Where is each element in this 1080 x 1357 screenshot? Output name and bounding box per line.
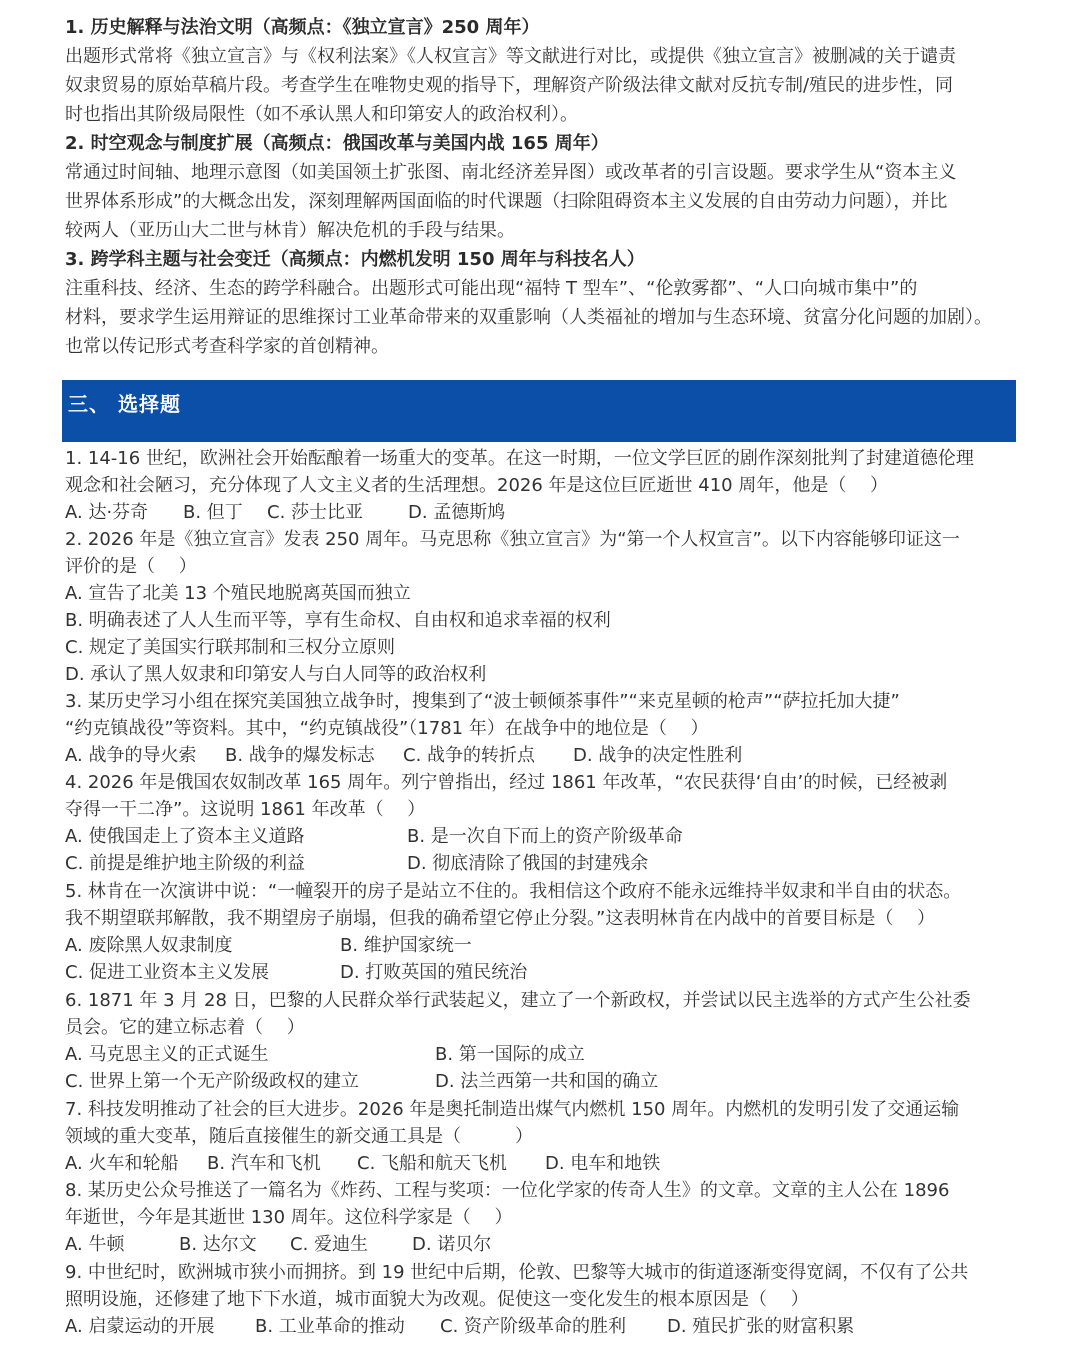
option-a: A. 废除黑人奴隶制度: [65, 935, 233, 956]
question-4-options-row1: [65, 823, 965, 850]
section-banner: [62, 380, 1016, 442]
question-4-stem: 夺得一干二净”。这说明 1861 年改革（ ）: [65, 799, 426, 820]
intro-text-line: 世界体系形成”的大概念出发，深刻理解两国面临的时代课题（扫除阻碍资本主义发展的自由劳动力问题），并比: [65, 191, 948, 212]
question-1-options: [65, 499, 665, 526]
option-b: B. 汽车和飞机: [207, 1153, 321, 1174]
intro-heading-3: 3. 跨学科主题与社会变迁（高频点：内燃机发明 150 周年与科技名人）: [65, 249, 645, 270]
question-2-stem: 评价的是（ ）: [65, 556, 197, 577]
option-d: D. 孟德斯鸠: [408, 502, 506, 523]
option-b: B. 明确表述了人人生而平等，享有生命权、自由权和追求幸福的权利: [65, 610, 611, 631]
option-d: D. 打败英国的殖民统治: [340, 962, 528, 983]
option-a: A. 火车和轮船: [65, 1153, 179, 1174]
intro-text-line: 较两人（亚历山大二世与林肯）解决危机的手段与结果。: [65, 220, 515, 241]
option-c: C. 资产阶级革命的胜利: [440, 1316, 627, 1337]
question-3-options: [65, 742, 965, 769]
intro-text-line: 注重科技、经济、生态的跨学科融合。出题形式可能出现“福特 T 型车”、“伦敦雾都”、“人口向城市集中”的: [65, 278, 918, 299]
option-c: C. 世界上第一个无产阶级政权的建立: [65, 1071, 360, 1092]
intro-heading-2: 2. 时空观念与制度扩展（高频点：俄国改革与美国内战 165 周年）: [65, 133, 609, 154]
question-5-options-row2: [65, 959, 965, 986]
question-5-options-row1: [65, 932, 965, 959]
question-6-stem: 员会。它的建立标志着（ ）: [65, 1017, 305, 1038]
intro-text-line: 奴隶贸易的原始草稿片段。考查学生在唯物史观的指导下，理解资产阶级法律文献对反抗专制/殖民的进步性，同: [65, 75, 954, 96]
option-d: D. 承认了黑人奴隶和印第安人与白人同等的政治权利: [65, 664, 487, 685]
question-1-stem: 观念和社会陋习，充分体现了人文主义者的生活理想。2026 年是这位巨匠逝世 410 周年，他是（ ）: [65, 475, 889, 496]
option-b: B. 战争的爆发标志: [225, 745, 375, 766]
intro-text-line: 时也指出其阶级局限性（如不承认黑人和印第安人的政治权利）。: [65, 104, 578, 125]
intro-text-line: 材料，要求学生运用辩证的思维探讨工业革命带来的双重影响（人类福祉的增加与生态环境、贫富分化问题的加剧）。: [65, 307, 992, 328]
question-9-stem: 照明设施，还修建了地下下水道，城市面貌大为改观。促使这一变化发生的根本原因是（ ）: [65, 1289, 809, 1310]
question-6-options-row2: [65, 1068, 965, 1095]
option-a: A. 宣告了北美 13 个殖民地脱离英国而独立: [65, 583, 411, 604]
question-7-options: [65, 1150, 965, 1177]
option-d: D. 彻底清除了俄国的封建残余: [407, 853, 649, 874]
option-b: B. 第一国际的成立: [435, 1044, 585, 1065]
option-d: D. 法兰西第一共和国的确立: [435, 1071, 659, 1092]
question-6-stem: 6. 1871 年 3 月 28 日，巴黎的人民群众举行武装起义，建立了一个新政权，并尝试以民主选举的方式产生公社委: [65, 990, 971, 1011]
question-7-stem: 7. 科技发明推动了社会的巨大进步。2026 年是奥托制造出煤气内燃机 150 周年。内燃机的发明引发了交通运输: [65, 1099, 960, 1120]
question-4-stem: 4. 2026 年是俄国农奴制改革 165 周年。列宁曾指出，经过 1861 年改革，“农民获得‘自由’的时候，已经被剥: [65, 772, 948, 793]
question-2-stem: 2. 2026 年是《独立宣言》发表 250 周年。马克思称《独立宣言》为“第一个人权宣言”。以下内容能够印证这一: [65, 529, 960, 550]
option-b: B. 是一次自下而上的资产阶级革命: [407, 826, 683, 847]
option-c: C. 促进工业资本主义发展: [65, 962, 270, 983]
option-b: B. 达尔文: [179, 1234, 257, 1255]
intro-heading-1: 1. 历史解释与法治文明（高频点：《独立宣言》250 周年）: [65, 17, 540, 38]
question-3-stem: “约克镇战役”等资料。其中，“约克镇战役”（1781 年）在战争中的地位是（ ）: [65, 718, 709, 739]
option-c: C. 爱迪生: [290, 1234, 369, 1255]
question-3-stem: 3. 某历史学习小组在探究美国独立战争时，搜集到了“波士顿倾茶事件”“来克星顿的枪声”“萨拉托加大捷”: [65, 691, 900, 712]
intro-text-line: 常通过时间轴、地理示意图（如美国领土扩张图、南北经济差异图）或改革者的引言设题。要求学生从“资本主义: [65, 162, 957, 183]
intro-text-line: 出题形式常将《独立宣言》与《权利法案》《人权宣言》等文献进行对比，或提供《独立宣言》被删减的关于谴责: [65, 46, 956, 67]
question-9-stem: 9. 中世纪时，欧洲城市狭小而拥挤。到 19 世纪中后期，伦敦、巴黎等大城市的街道逐渐变得宽阔，不仅有了公共: [65, 1262, 969, 1283]
option-a: A. 启蒙运动的开展: [65, 1316, 215, 1337]
intro-text-line: 也常以传记形式考查科学家的首创精神。: [65, 336, 389, 357]
option-d: D. 战争的决定性胜利: [573, 745, 743, 766]
option-b: B. 维护国家统一: [340, 935, 472, 956]
option-d: D. 诺贝尔: [412, 1234, 492, 1255]
question-5-stem: 5. 林肯在一次演讲中说：“一幢裂开的房子是站立不住的。我相信这个政府不能永远维持半奴隶和半自由的状态。: [65, 881, 962, 902]
option-a: A. 达·芬奇: [65, 502, 149, 523]
option-d: D. 殖民扩张的财富积累: [667, 1316, 855, 1337]
option-a: A. 战争的导火索: [65, 745, 197, 766]
question-6-options-row1: [65, 1041, 965, 1068]
option-b: B. 但丁: [183, 502, 243, 523]
question-9-options: [65, 1313, 965, 1340]
question-8-stem: 年逝世，今年是其逝世 130 周年。这位科学家是（ ）: [65, 1207, 513, 1228]
option-c: C. 前提是维护地主阶级的利益: [65, 853, 306, 874]
option-c: C. 莎士比亚: [267, 502, 364, 523]
option-c: C. 战争的转折点: [403, 745, 536, 766]
option-c: C. 规定了美国实行联邦制和三权分立原则: [65, 637, 396, 658]
section-title: 三、 选择题: [68, 392, 181, 416]
option-a: A. 牛顿: [65, 1234, 125, 1255]
question-7-stem: 领域的重大变革，随后直接催生的新交通工具是（ ）: [65, 1126, 533, 1147]
question-8-stem: 8. 某历史公众号推送了一篇名为《炸药、工程与奖项：一位化学家的传奇人生》的文章。文章的主人公在 1896: [65, 1180, 950, 1201]
option-a: A. 马克思主义的正式诞生: [65, 1044, 269, 1065]
option-b: B. 工业革命的推动: [255, 1316, 405, 1337]
option-c: C. 飞船和航天飞机: [357, 1153, 508, 1174]
question-4-options-row2: [65, 850, 965, 877]
option-a: A. 使俄国走上了资本主义道路: [65, 826, 305, 847]
question-5-stem: 我不期望联邦解散，我不期望房子崩塌，但我的确希望它停止分裂。”这表明林肯在内战中的首要目标是（ ）: [65, 908, 936, 929]
option-d: D. 电车和地铁: [545, 1153, 661, 1174]
question-1-stem: 1. 14-16 世纪，欧洲社会开始酝酿着一场重大的变革。在这一时期，一位文学巨匠的剧作深刻批判了封建道德伦理: [65, 448, 974, 469]
question-8-options: [65, 1231, 965, 1258]
